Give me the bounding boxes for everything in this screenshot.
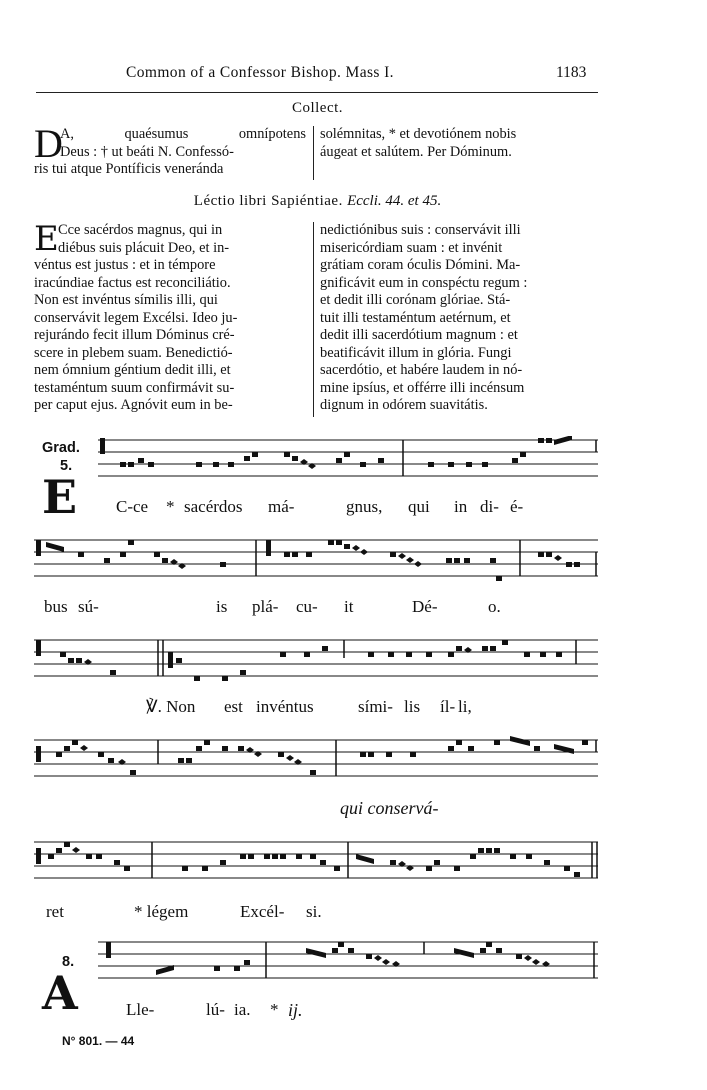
lesson-initial: E: [34, 219, 59, 259]
syllable: gnus,: [346, 497, 383, 516]
text-line: Deus : † ut beáti N. Confessó-: [60, 143, 234, 160]
syllable: *: [166, 497, 175, 516]
column-divider: [313, 126, 314, 180]
syllable: C-ce: [116, 497, 149, 516]
syllable: sími-: [358, 697, 393, 716]
gradual-label: Grad.: [42, 440, 80, 456]
text-line: et dedit illi corónam glóriae. Stá-: [320, 292, 511, 308]
lesson-heading: [0, 193, 635, 210]
gradual-mode: 5.: [60, 458, 73, 474]
text-line: rejurándo fecit illum Dóminus cré-: [34, 327, 235, 343]
staff-4: [34, 736, 600, 788]
syllable: sú-: [78, 597, 99, 616]
alleluia-initial: A: [42, 966, 78, 1020]
text-line: A, quaésumus omnípotens: [60, 126, 306, 142]
column-divider: [313, 222, 314, 417]
syllable: é-: [510, 497, 524, 516]
text-line: nem ómnium géntium dedit illi, et: [34, 362, 231, 378]
neume-staff: [34, 536, 600, 588]
staff-5: [34, 836, 600, 894]
neume-staff: [34, 836, 600, 894]
text-line: diébus suis plácuit Deo, et in-: [58, 239, 230, 256]
syllable: qui conservá-: [340, 798, 439, 818]
syllable: lú-: [206, 1000, 225, 1019]
text-line: solémnitas, * et devotiónem nobis: [320, 126, 517, 142]
syllable: lis: [404, 697, 421, 716]
syllable: invéntus: [256, 697, 314, 716]
text-line: gnificávit eum in conspéctu regum :: [320, 274, 528, 291]
text-line: misericórdiam suam : et invénit: [320, 239, 503, 256]
text-line: beatificávit illum in glória. Fungi: [320, 344, 512, 361]
syllable: ℣. Non: [146, 697, 196, 716]
syllable: ret: [46, 902, 64, 921]
text-line: conservávit legem Excélsi. Ideo ju-: [34, 309, 238, 326]
syllable: Lle-: [126, 1000, 155, 1019]
syllable: it: [344, 597, 354, 616]
running-title: Common of a Confessor Bishop. Mass I.: [126, 64, 394, 81]
text-line: dignum in odórem suavitátis.: [320, 397, 488, 413]
syllable: bus: [44, 597, 68, 616]
syllable: si.: [306, 902, 322, 921]
text-line: iracúndiae factus est reconciliátio.: [34, 274, 231, 291]
text-line: per caput ejus. Agnóvit eum in be-: [34, 397, 233, 413]
syllable: qui: [408, 497, 430, 516]
syllable: Excél-: [240, 902, 285, 921]
syllable: íl-: [440, 697, 456, 716]
collect-left-column: [34, 121, 306, 179]
lesson-left-column: [34, 219, 306, 415]
syllable: *: [270, 1000, 279, 1019]
syllable: li,: [458, 697, 472, 716]
syllable: má-: [268, 497, 295, 516]
syllable: in: [454, 497, 468, 516]
text-line: testaméntum suum confirmávit su-: [34, 379, 235, 396]
text-line: mine ipsíus, et offérre illi incénsum: [320, 379, 525, 396]
collect-heading: Collect.: [291, 100, 344, 116]
text-line: ris tui atque Pontíficis veneránda: [34, 161, 224, 177]
syllable: Dé-: [412, 597, 438, 616]
staff-2: [34, 536, 600, 588]
text-line: scere in plebem suam. Benedictió-: [34, 344, 233, 361]
syllable: ia.: [234, 1000, 251, 1019]
lesson-right-column: [320, 222, 597, 415]
neume-staff: [98, 936, 600, 988]
neume-staff: [34, 636, 600, 688]
text-line: nedictiónibus suis : conservávit illi: [320, 222, 521, 238]
syllable: di-: [480, 497, 499, 516]
text-line: véntus est justus : et in témpore: [34, 257, 216, 273]
syllable: o.: [488, 597, 501, 616]
staff-3: [34, 636, 600, 688]
collect-right-column: [320, 126, 597, 161]
signature-mark: N° 801. — 44: [62, 1034, 135, 1048]
text-line: áugeat et salútem. Per Dóminum.: [320, 143, 512, 160]
syllable: * légem: [134, 902, 189, 921]
staff-1: [98, 436, 600, 486]
lesson-title: Léctio libri Sapiéntiae.: [193, 193, 343, 209]
syllable: est: [224, 697, 243, 716]
syllable: cu-: [296, 597, 318, 616]
syllable: is: [216, 597, 228, 616]
gradual-initial: E: [42, 470, 78, 524]
staff-6: [98, 936, 600, 988]
text-line: dedit illi sacerdótium magnum : et: [320, 327, 518, 343]
text-line: sacerdótio, et habére laudem in nó-: [320, 362, 523, 378]
alleluia-mode: 8.: [62, 954, 75, 970]
syllable: sacérdos: [184, 497, 243, 516]
text-line: tuit illi testaméntum aetérnum, et: [320, 309, 511, 326]
text-line: grátiam coram óculis Dómini. Ma-: [320, 257, 521, 273]
text-line: Cce sacérdos magnus, qui in: [58, 222, 223, 238]
neume-staff: [34, 736, 600, 788]
syllable: ij.: [288, 1000, 303, 1020]
lesson-reference: Eccli. 44. et 45.: [347, 193, 442, 209]
header-rule: [36, 92, 598, 93]
collect-initial: D: [34, 121, 63, 166]
syllable: plá-: [252, 597, 279, 616]
page-number: 1183: [556, 64, 587, 81]
neume-staff: [98, 436, 600, 486]
text-line: Non est invéntus símilis illi, qui: [34, 292, 218, 308]
